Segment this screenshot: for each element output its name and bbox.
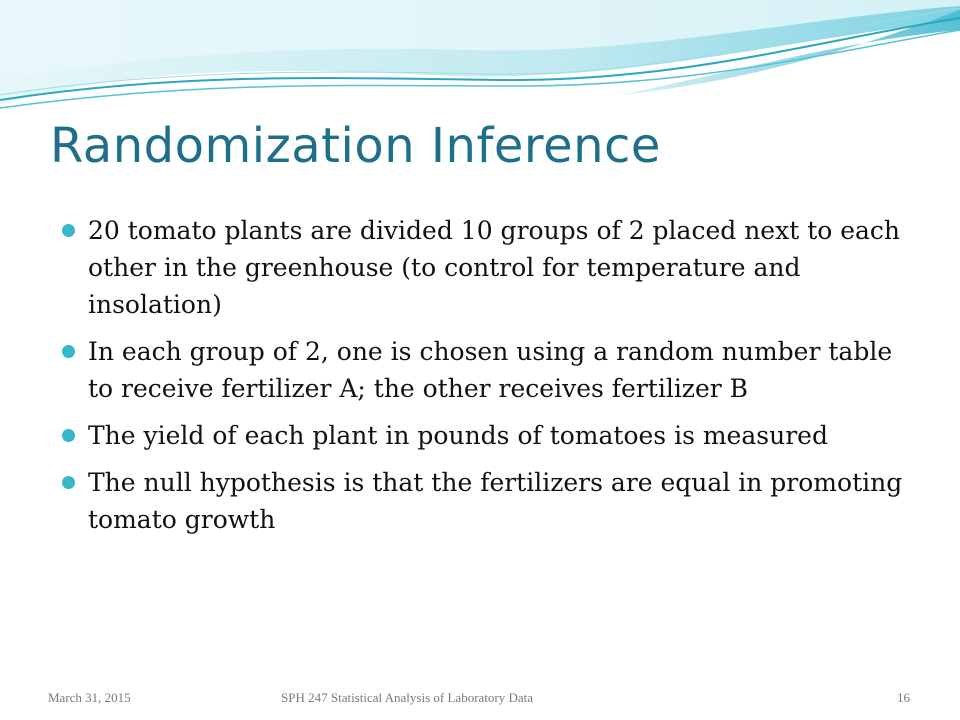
bullet-item [62,417,912,454]
bullet-list [62,212,912,548]
bullet-dot-icon [62,476,75,489]
bullet-text: 20 tomato plants are divided 10 groups of 2 placed next to each other in the greenhouse (to control for temperature and insolation) [88,216,901,319]
bullet-text: The null hypothesis is that the fertilizers are equal in promoting tomato growth [88,468,903,534]
bullet-dot-icon [62,224,75,237]
bullet-item [62,464,912,538]
footer-date: March 31, 2015 [48,690,131,705]
bullet-text: In each group of 2, one is chosen using a random number table to receive fertilizer A; the other receives fertilizer B [88,337,893,403]
slide-number: 16 [897,690,910,705]
bullet-text: The yield of each plant in pounds of tomatoes is measured [88,421,828,450]
slide-title: Randomization Inference [50,118,661,174]
bullet-dot-icon [62,345,75,358]
bullet-dot-icon [62,429,75,442]
header-wave-decoration [0,0,960,130]
bullet-item [62,333,912,407]
bullet-item [62,212,912,323]
footer-course: SPH 247 Statistical Analysis of Laboratory Data [281,690,534,705]
